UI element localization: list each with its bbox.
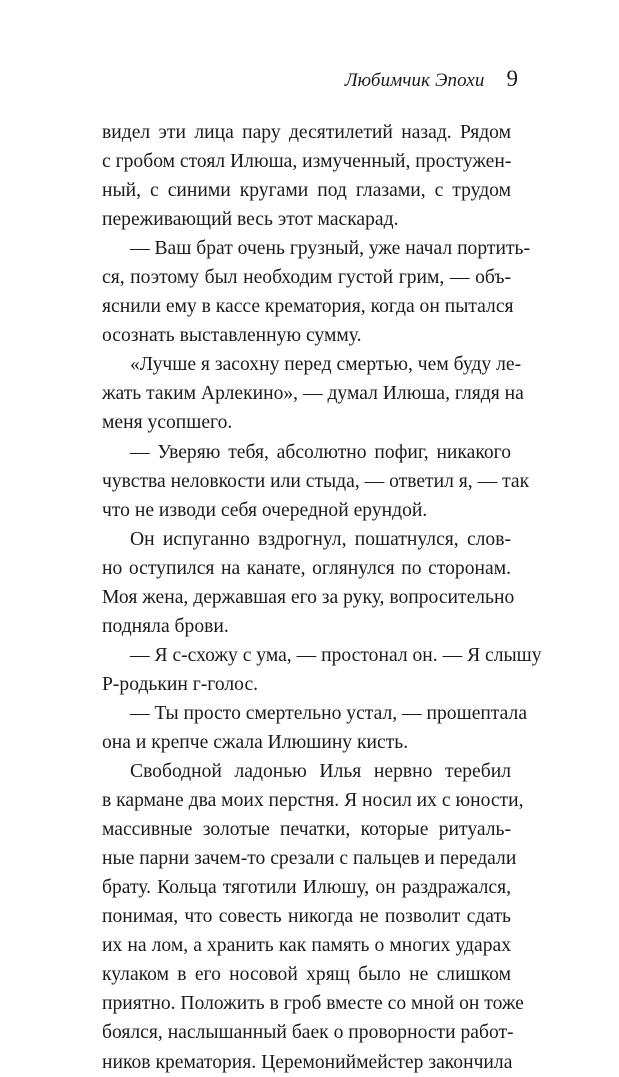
page-number: 9 — [506, 66, 518, 91]
text-line: меня усопшего. — [102, 412, 233, 434]
text-line: но оступился на канате, оглянулся по сторонам. — [102, 557, 511, 579]
text-line: Свободной ладонью Илья нервно теребил — [130, 761, 511, 783]
text-line: боялся, наслышанный баек о проворности работ- — [102, 1022, 514, 1044]
text-line: жать таким Арлекино», — думал Илюша, глядя на — [102, 383, 524, 405]
text-line: — Я с-схожу с ума, — простонал он. — Я слышу — [130, 644, 542, 666]
text-line: ников крематория. Церемониймейстер закончила — [102, 1051, 513, 1073]
text-line: — Ваш брат очень грузный, уже начал портить- — [130, 238, 530, 260]
text-line: — Ты просто смертельно устал, — прошептала — [130, 702, 528, 724]
text-line: видел эти лица пару десятилетий назад. Рядом — [102, 122, 511, 143]
text-line: массивные золотые печатки, которые ритуаль- — [102, 819, 511, 841]
text-line: брату. Кольца тяготили Илюшу, он раздражался, — [102, 877, 511, 899]
body-text — [102, 118, 542, 1077]
text-line: ся, поэтому был необходим густой грим, — объ- — [102, 267, 511, 289]
text-line: Он испуганно вздрогнул, пошатнулся, слов- — [130, 528, 511, 550]
text-line: Р-родькин г-голос. — [102, 673, 259, 695]
text-line: в кармане два моих перстня. Я носил их с юности, — [102, 790, 524, 812]
text-line: переживающий весь этот маскарад. — [102, 209, 399, 231]
text-line: их на лом, а хранить как память о многих ударах — [102, 935, 511, 957]
running-head — [345, 66, 518, 92]
text-line: что не изводи себя очередной ерундой. — [102, 499, 428, 521]
text-line: с гробом стоял Илюша, измученный, простужен- — [102, 151, 512, 173]
text-line: осознать выставленную сумму. — [102, 325, 362, 347]
text-line: яснили ему в кассе крематория, когда он пытался — [102, 296, 514, 318]
text-line: она и крепче сжала Илюшину кисть. — [102, 731, 409, 753]
text-line: Моя жена, державшая его за руку, вопросительно — [102, 586, 515, 608]
text-line: понимая, что совесть никогда не позволит сдать — [102, 906, 511, 928]
text-line: «Лучше я засохну перед смертью, чем буду ле- — [130, 354, 522, 376]
running-head-title: Любимчик Эпохи — [344, 70, 485, 91]
text-line: приятно. Положить в гроб вместе со мной он тоже — [102, 993, 524, 1015]
text-line: — Уверяю тебя, абсолютно пофиг, никакого — [130, 441, 511, 463]
text-line: ный, с синими кругами под глазами, с трудом — [102, 180, 511, 202]
text-line: чувства неловкости или стыда, — ответил я, — так — [102, 470, 530, 492]
text-line: подняла брови. — [102, 615, 229, 637]
text-line: ные парни зачем-то срезали с пальцев и передали — [102, 848, 517, 870]
text-line: кулаком в его носовой хрящ было не слишком — [102, 964, 511, 986]
